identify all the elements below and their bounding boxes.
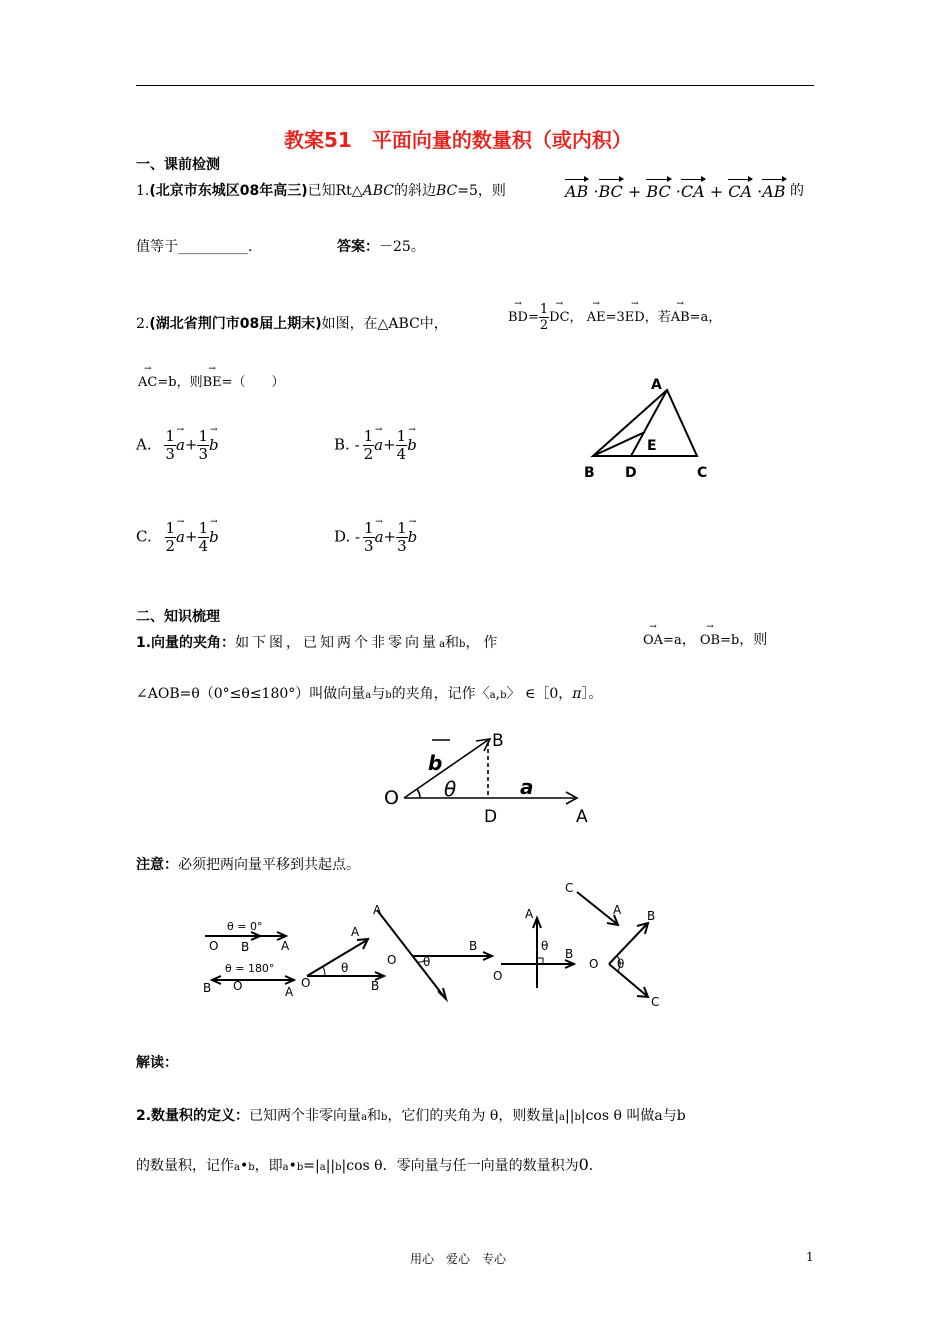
option-label: C. — [136, 527, 152, 546]
label-theta-zero: θ = 0° — [227, 920, 263, 933]
question-text: 的斜边 — [393, 183, 436, 199]
question-number: 1. — [136, 183, 150, 199]
punctuation: ， — [681, 632, 696, 648]
triangle-name: ABC — [362, 183, 394, 199]
denominator: 3 — [364, 537, 374, 555]
numerator: 1 — [198, 427, 209, 445]
label-b: B — [371, 979, 380, 993]
question-text: =5，则 — [457, 183, 506, 199]
numerator: 1 — [397, 519, 407, 537]
item-text: 已知两个非零向量 — [249, 1108, 362, 1124]
vector-a: a — [489, 690, 496, 701]
vector-a: a — [559, 1112, 566, 1123]
label-theta: θ — [341, 961, 349, 975]
question-text: ，则 — [176, 375, 203, 390]
option-sign: - — [354, 435, 360, 454]
label-theta: θ — [444, 777, 457, 801]
angle-arc — [417, 789, 420, 798]
label-a: A — [281, 939, 290, 953]
pi-symbol: π — [572, 686, 582, 702]
denominator: 3 — [397, 537, 407, 555]
item-text: ，作 — [465, 635, 502, 651]
vector-ae: AE → — [587, 305, 606, 325]
vector-a: a — [361, 1112, 368, 1123]
label-c: C — [565, 881, 574, 895]
reading-label: 解读： — [136, 1055, 178, 1071]
question-text: 已知Rt△ — [307, 183, 363, 199]
label-vector-a: a — [520, 775, 534, 799]
note — [136, 854, 360, 874]
item-text: || — [565, 1108, 575, 1124]
vector-ed: ED → — [625, 305, 645, 325]
section-heading-2: 二、知识梳理 — [136, 609, 220, 625]
vector-a: a — [319, 1162, 326, 1173]
vector-b: b — [574, 1112, 581, 1123]
denominator: 2 — [539, 318, 549, 333]
equals: = — [527, 310, 539, 325]
vector-ob: OB → — [700, 628, 720, 648]
denominator: 2 — [165, 537, 176, 555]
vector-b: b — [385, 690, 392, 701]
option-label: B. — [334, 435, 350, 454]
label-a: A — [613, 903, 622, 917]
item-text: =| — [303, 1158, 320, 1174]
item-label: 2.数量积的定义： — [136, 1108, 250, 1124]
vector-ca: CA — [681, 176, 705, 201]
zero-value: 0 — [578, 1155, 589, 1174]
knowledge-1-line-2: ∠AOB=θ（0°≤θ≤180°）叫做向量a与b的夹角，记作〈a,b〉 ∈［0，π］。 — [136, 686, 603, 702]
option-sign: - — [355, 527, 361, 546]
equals-a: =a — [689, 310, 709, 325]
vector-a: a — [365, 690, 372, 701]
triangle-abc — [593, 390, 697, 456]
vector-ob-line — [609, 924, 647, 964]
fraction — [363, 520, 375, 555]
fraction — [164, 428, 176, 463]
triangle-figure — [575, 372, 725, 484]
item-text: 与 — [371, 686, 386, 702]
question-text-tail: 的 — [790, 183, 804, 199]
vector-b: b → — [209, 431, 219, 454]
numerator: 1 — [165, 519, 176, 537]
vector-b: b — [248, 1162, 255, 1173]
fraction — [396, 520, 408, 555]
vector-ab: AB — [565, 176, 588, 201]
label-c: C — [651, 995, 660, 1008]
label-c: C — [697, 465, 708, 481]
dot-operator: · — [757, 182, 763, 201]
vector-ab: AB — [762, 176, 785, 201]
range-text: ］。 — [581, 686, 603, 702]
item-text: 和 — [367, 1108, 382, 1124]
numerator: 1 — [364, 519, 374, 537]
vector-expression — [565, 176, 786, 201]
item-text: 的数量积，记作 — [136, 1158, 234, 1174]
label-b: B — [584, 465, 595, 481]
page-number: 1 — [806, 1250, 814, 1264]
item-text: |cos θ 叫做a与b — [580, 1108, 686, 1124]
label-a: A — [285, 985, 294, 999]
vector-b: b — [459, 639, 466, 650]
vector-oc-line — [609, 964, 647, 996]
vector-b: b → — [407, 431, 417, 454]
vector-oa-line — [307, 940, 367, 976]
answer-blank: __________ — [178, 239, 248, 255]
label-theta: θ — [541, 939, 549, 953]
option-label: A. — [136, 435, 152, 454]
item-text: ∠AOB=θ（0°≤θ≤180°）叫做向量 — [136, 686, 366, 702]
punctuation: ， — [708, 310, 722, 325]
fraction — [197, 428, 209, 463]
label-o: O — [301, 976, 311, 990]
dot-operator: • — [239, 1158, 249, 1174]
header-rule — [136, 85, 814, 86]
vector-a: a — [282, 1162, 289, 1173]
vector-ca: CA — [728, 176, 752, 201]
fraction — [198, 520, 210, 555]
side-name: BC — [435, 183, 458, 199]
vector-b: b → — [408, 523, 418, 546]
option-b[interactable] — [334, 428, 417, 463]
option-label: D. — [334, 527, 351, 546]
punctuation: ， — [569, 310, 583, 325]
fraction — [363, 428, 375, 463]
equals-three: =3 — [605, 310, 625, 325]
vector-a: a → — [374, 431, 383, 454]
item-text: 如下图，已知两个非零向量 — [235, 635, 440, 651]
option-a[interactable] — [136, 428, 219, 463]
dot-operator: • — [288, 1158, 297, 1174]
knowledge-2-line-1 — [136, 1105, 686, 1125]
denominator: 3 — [165, 445, 175, 463]
vector-a: a — [234, 1162, 240, 1173]
question-text: ，若 — [644, 310, 671, 325]
knowledge-1-line-1 — [136, 632, 501, 652]
option-c[interactable] — [136, 520, 219, 555]
footer-motto: 用心 爱心 专心 — [410, 1252, 507, 1266]
angle-cases-figure — [195, 878, 675, 1008]
answer-1 — [337, 236, 425, 256]
label-theta-180: θ = 180° — [225, 962, 275, 975]
vector-ac: AC → — [138, 370, 157, 390]
label-b: B — [565, 947, 574, 961]
note-label: 注意： — [136, 857, 178, 873]
label-a: A — [651, 377, 662, 393]
question-2-line-2 — [138, 370, 285, 390]
plus-operator: + — [185, 527, 198, 546]
section-heading-1: 一、课前检测 — [136, 157, 220, 173]
plus-operator: + — [709, 182, 724, 201]
item-text: ，它们的夹角为 θ，则数量| — [387, 1108, 560, 1124]
vector-a: a — [439, 639, 446, 650]
label-b: B — [241, 940, 250, 954]
dot-operator: · — [675, 182, 681, 201]
vector-bc: BC — [599, 176, 623, 201]
vector-bd: BD → — [508, 305, 528, 325]
label-a: A — [525, 907, 534, 921]
numerator: 1 — [198, 519, 209, 537]
question-text: 如图，在△ABC中， — [321, 316, 448, 332]
question-number: 2. — [136, 316, 150, 332]
equals-b: =b — [157, 375, 177, 390]
plus-operator: + — [627, 182, 642, 201]
option-d[interactable] — [334, 520, 417, 555]
numerator: 1 — [539, 302, 549, 317]
label-vector-b: b — [428, 751, 443, 775]
vector-b: b — [296, 1162, 304, 1173]
label-o: O — [387, 953, 397, 967]
vector-a: a → — [176, 431, 185, 454]
question-2-line-1 — [136, 313, 448, 333]
plus-operator: + — [383, 435, 396, 454]
angle-figure — [380, 728, 610, 826]
page-title: 教案51 平面向量的数量积（或内积） — [284, 128, 632, 152]
vector-ca-line — [577, 892, 617, 924]
note-text: 必须把两向量平移到共起点。 — [178, 857, 360, 873]
label-e: E — [647, 438, 657, 454]
answer-paren: （ ） — [232, 375, 285, 390]
item-text: ，即 — [254, 1158, 283, 1174]
label-o: O — [384, 787, 399, 809]
label-a: A — [373, 903, 382, 917]
question-source: (北京市东城区08年高三) — [149, 183, 308, 199]
vector-a: a → — [375, 523, 384, 546]
item-text: || — [325, 1158, 336, 1174]
vector-oa: OA → — [643, 628, 663, 648]
item-text: |cos θ．零向量与任一向量的数量积为 — [341, 1158, 579, 1174]
numerator: 1 — [363, 427, 374, 445]
dot-operator: · — [593, 182, 599, 201]
answer-label: 答案： — [337, 239, 379, 255]
label-b: B — [492, 731, 504, 751]
knowledge-2-line-2 — [136, 1155, 603, 1175]
label-a: A — [576, 807, 588, 826]
numerator: 1 — [396, 427, 407, 445]
question-1-line-1 — [136, 180, 506, 200]
label-d: D — [625, 465, 637, 481]
label-o: O — [589, 957, 599, 971]
numerator: 1 — [165, 427, 175, 445]
question-1-line-2 — [136, 236, 252, 256]
denominator: 4 — [396, 445, 407, 463]
equals: = — [221, 375, 233, 390]
angle-arc — [323, 967, 325, 976]
label-theta: θ — [423, 955, 431, 969]
question-source: (湖北省荆门市08届上期末) — [149, 316, 322, 332]
denominator: 3 — [198, 445, 209, 463]
vector-dc: DC → — [549, 305, 569, 325]
label-o: O — [233, 979, 243, 993]
label-theta: θ — [617, 957, 625, 971]
answer-value: －25。 — [379, 239, 425, 255]
equals-b: =b — [720, 633, 740, 648]
item-text: 的夹角，记作〈 — [391, 686, 490, 702]
fraction — [396, 428, 408, 463]
item-text: 和 — [445, 635, 460, 651]
punctuation: . — [248, 239, 253, 255]
fraction-half — [539, 302, 549, 333]
label-o: O — [209, 939, 219, 953]
denominator: 4 — [198, 537, 209, 555]
question-text: 值等于 — [136, 239, 178, 255]
denominator: 2 — [363, 445, 374, 463]
fraction — [165, 520, 177, 555]
vector-ab: AB → — [671, 305, 690, 325]
item-label: 1.向量的夹角： — [136, 635, 236, 651]
range-text: ∈［0， — [524, 686, 573, 702]
label-b: B — [469, 939, 478, 953]
vector-be: BE → — [203, 370, 222, 390]
label-d: D — [484, 807, 498, 826]
label-a: A — [351, 925, 360, 939]
vector-b: b → — [209, 523, 219, 546]
punctuation: ． — [588, 1158, 603, 1174]
vector-a: a → — [176, 523, 185, 546]
equals-a: =a — [663, 633, 682, 648]
label-o: O — [493, 969, 503, 983]
condition-expression — [508, 302, 721, 333]
construction-expression — [643, 628, 767, 649]
vector-b: b — [381, 1112, 388, 1123]
plus-operator: + — [184, 435, 198, 454]
item-text: ，则 — [739, 632, 768, 648]
label-b: B — [647, 909, 656, 923]
item-text: 〉 — [506, 686, 521, 702]
plus-operator: + — [383, 527, 397, 546]
label-b: B — [203, 981, 212, 995]
vector-b: b — [335, 1162, 342, 1173]
vector-bc: BC — [646, 176, 670, 201]
vector-b: b — [500, 690, 507, 701]
